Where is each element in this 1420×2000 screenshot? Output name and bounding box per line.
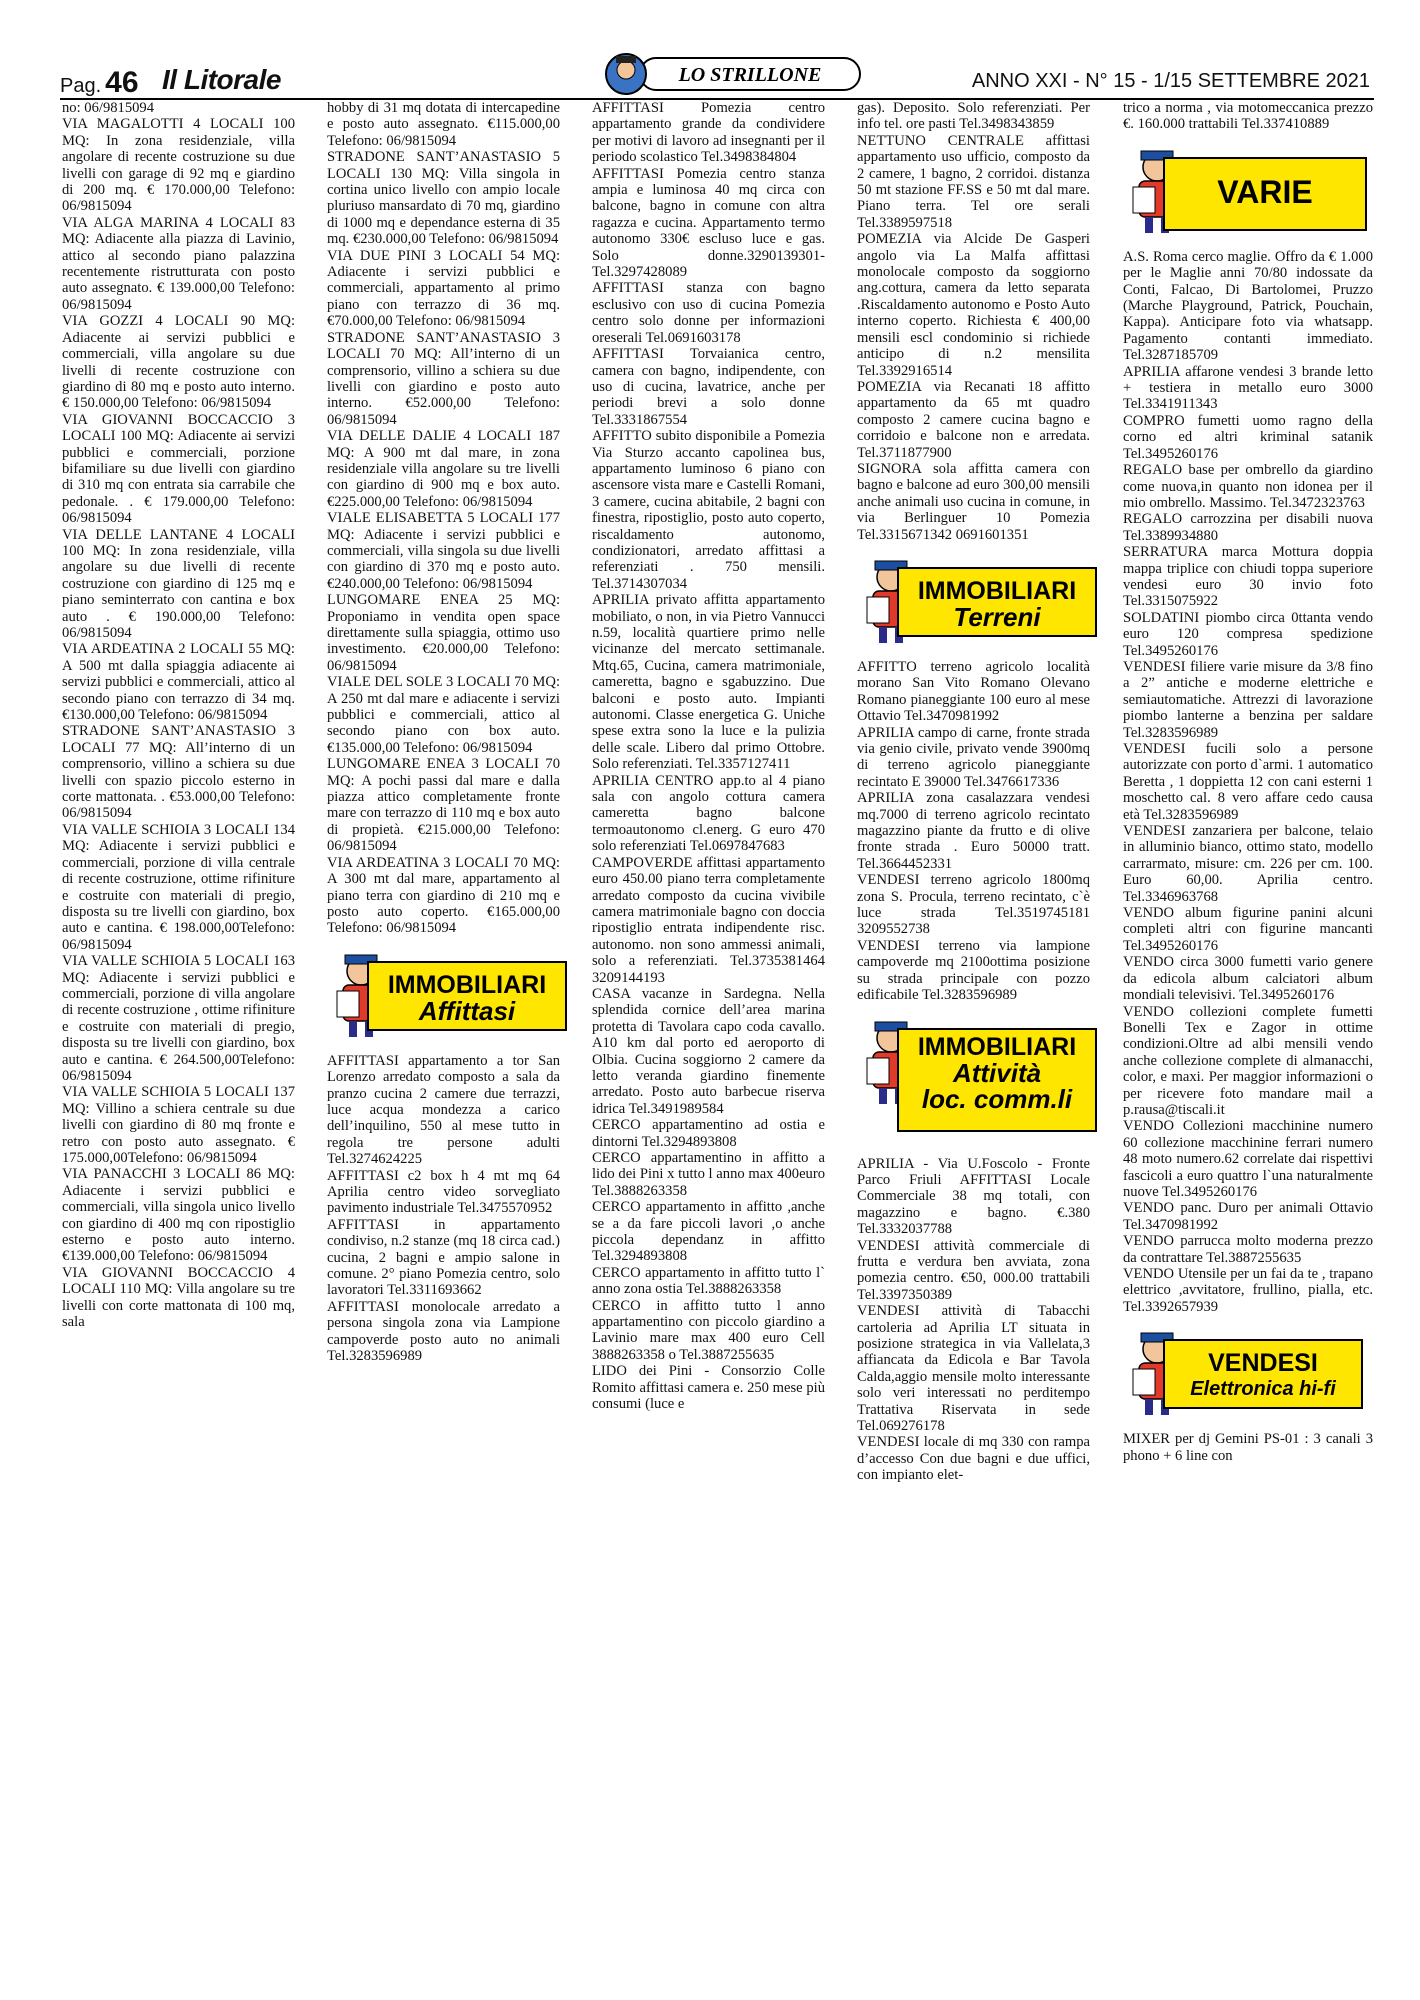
ad-item: STRADONE SANT’ANASTASIO 5 LOCALI 130 MQ: Villa singola in cortina unico livello con ampio locale pluriuso mansardato di 70 mq, giardino di 1000 mq e dependance esterna di 35 mq. €230.000,00 Telefono: 06/9815094 bbox=[327, 149, 560, 248]
ad-item: VIA VALLE SCHIOIA 3 LOCALI 134 MQ: Adiacente i servizi pubblici e commerciali, porzione di villa centrale di recente costruzione, ottime rifiniture e costruite con materiali di pregio, disposta su tre livelli con giardino, box auto e cantina. € 198.000,00Telefono: 06/9815094 bbox=[62, 821, 295, 953]
ad-item: CAMPOVERDE affittasi appartamento euro 450.00 piano terra completamente arredato composto da cucina vivibile camera matrimoniale bagno con doccia ripostiglio entrata indipendente risc. autonomo. non sono ammessi animali, solo a referenziati. Tel.3735381464 3209144193 bbox=[592, 854, 825, 986]
ad-item: VENDESI zanzariera per balcone, telaio in alluminio bianco, ottimo stato, modello carrarmato, misure: cm. 226 per cm. 100. Euro 60,00. Aprilia centro. Tel.3346963768 bbox=[1123, 823, 1373, 905]
banner-label: VENDESI Elettronica hi-fi bbox=[1163, 1339, 1363, 1409]
ad-item: VIA GOZZI 4 LOCALI 90 MQ: Adiacente ai servizi pubblici e commerciali, villa angolare su due livelli di recente costruzione con giardino di 80 mq e posto auto interno. € 150.000,00 Telefono: 06/9815094 bbox=[62, 313, 295, 412]
ad-item: AFFITTASI Pomezia centro appartamento grande da condividere per motivi di lavoro ad insegnanti per il periodo scolastico Tel.3498384804 bbox=[592, 100, 825, 166]
ad-item: A.S. Roma cerco maglie. Offro da € 1.000 per le Maglie anni 70/80 indossate da Conti, Falcao, Di Bartolomei, Pruzzo (Marche Playground, Patrick, Pouchain, Kappa). Anticipare foto via whatsapp. Pagamento contanti immediato. Tel.3287185709 bbox=[1123, 248, 1373, 364]
ad-item: VIA ARDEATINA 3 LOCALI 70 MQ: A 300 mt dal mare, appartamento al piano terra con giardino di 210 mq e posto auto coperto. €165.000,00 Telefono: 06/9815094 bbox=[327, 854, 560, 937]
ad-item: VENDESI terreno via lampione campoverde mq 2100ottima posizione su strada principale con pozzo edificabile Tel.3283596989 bbox=[857, 937, 1090, 1004]
ad-item: REGALO carrozzina per disabili nuova Tel.3389934880 bbox=[1123, 511, 1373, 544]
column-4 bbox=[857, 100, 1090, 1484]
ad-item: CERCO in affitto tutto l anno appartamentino con piccolo giardino a Lavinio mare max 400 euro Cell 3888263358 o Tel.3887255635 bbox=[592, 1297, 825, 1363]
column-2 bbox=[327, 100, 560, 1364]
ad-item: AFFITTASI monolocale arredato a persona singola zona via Lampione campoverde posto auto no animali Tel.3283596989 bbox=[327, 1298, 560, 1365]
ad-item: APRILIA CENTRO app.to al 4 piano sala con angolo cottura camera cameretta bagno balcone termoautonomo cl.energ. G euro 470 solo referenziati Tel.0697847683 bbox=[592, 772, 825, 855]
ad-item: REGALO base per ombrello da giardino come nuova,in quanto non idonea per il mio ombrello. Massimo. Tel.3472323763 bbox=[1123, 462, 1373, 511]
ad-item: VIA ARDEATINA 2 LOCALI 55 MQ: A 500 mt dalla spiaggia adiacente ai servizi pubblici e commerciali, attico al secondo piano con terrazzo di 34 mq. €130.000,00 Telefono: 06/9815094 bbox=[62, 641, 295, 724]
ad-item: COMPRO fumetti uomo ragno della corno ed altri kriminal satanik Tel.3495260176 bbox=[1123, 412, 1373, 462]
newspaper-title: Il Litorale bbox=[162, 64, 281, 95]
ad-item: VIALE DEL SOLE 3 LOCALI 70 MQ: A 250 mt dal mare e adiacente i servizi pubblici e commerciali, attico al secondo piano con box auto. €135.000,00 Telefono: 06/9815094 bbox=[327, 674, 560, 756]
ad-item: VIA GIOVANNI BOCCACCIO 3 LOCALI 100 MQ: Adiacente ai servizi pubblici e commerciali, porzione bifamiliare su due livelli con giardino di 310 mq con entrata sia carrabile che pedonale. . € 179.000,00 Telefono: 06/9815094 bbox=[62, 411, 295, 527]
column-5 bbox=[1123, 100, 1373, 1464]
ad-item: LUNGOMARE ENEA 25 MQ: Proponiamo in vendita open space direttamente sulla spiaggia, ottimo uso investimento. €20.000,00 Telefono: 06/9815094 bbox=[327, 592, 560, 674]
ad-item: NETTUNO CENTRALE affittasi appartamento uso ufficio, composto da 2 camere, 1 bagno, 2 corridoi. distanza 50 mt stazione FF.SS e 50 mt dal mare. Piano terra. Tel ore serali Tel.3389597518 bbox=[857, 132, 1090, 231]
ad-item: CERCO appartamentino in affitto a lido dei Pini x tutto l anno max 400euro Tel.3888263358 bbox=[592, 1150, 825, 1199]
ad-item: LIDO dei Pini - Consorzio Colle Romito affittasi camera e. 250 mese più consumi (luce e bbox=[592, 1363, 825, 1413]
ad-item: MIXER per dj Gemini PS-01 : 3 canali 3 phono + 6 line con bbox=[1123, 1431, 1373, 1464]
ad-item: CERCO appartamento in affitto tutto l` anno zona ostia Tel.3888263358 bbox=[592, 1264, 825, 1298]
ad-item: SOLDATINI piombo circa 0ttanta vendo euro 120 compresa spedizione Tel.3495260176 bbox=[1123, 609, 1373, 659]
ad-item: VIA DELLE DALIE 4 LOCALI 187 MQ: A 900 mt dal mare, in zona residenziale villa angolare su tre livelli con giardino di 900 mq e box auto. €225.000,00 Telefono: 06/9815094 bbox=[327, 428, 560, 510]
ad-item: VIA VALLE SCHIOIA 5 LOCALI 137 MQ: Villino a schiera centrale su due livelli con giardino di 80 mq fronte e retro con posto auto assegnato. € 175.000,00Telefono: 06/9815094 bbox=[62, 1084, 295, 1166]
ad-item: STRADONE SANT’ANASTASIO 3 LOCALI 77 MQ: All’interno di un comprensorio, villino a schiera su due livelli con spazio piccolo esterno in corte mattonata. . €53.000,00 Telefono: 06/9815094 bbox=[62, 723, 295, 822]
ad-item: trico a norma , via motomeccanica prezzo €. 160.000 trattabili Tel.337410889 bbox=[1123, 100, 1373, 133]
ad-item: AFFITTASI Pomezia centro stanza ampia e luminosa 40 mq circa con balcone, bagno in comune con altra ragazza e cucina. Appartamento termo autonomo 330€ escluso luce e gas. Solo donne.3290139301-Tel.3297428089 bbox=[592, 165, 825, 281]
ad-item: AFFITTASI c2 box h 4 mt mq 64 Aprilia centro video sorvegliato pavimento industriale Tel.3475570952 bbox=[327, 1167, 560, 1217]
page-header bbox=[60, 64, 1374, 100]
ad-item: VIA DUE PINI 3 LOCALI 54 MQ: Adiacente i servizi pubblici e commerciali, appartamento al primo piano con terrazzo di 36 mq. €70.000,00 Telefono: 06/9815094 bbox=[327, 247, 560, 330]
section-banner-attivita bbox=[857, 1018, 1090, 1138]
ad-item: no: 06/9815094 bbox=[62, 100, 155, 116]
ad-item: VIA PANACCHI 3 LOCALI 86 MQ: Adiacente i servizi pubblici e commerciali, villa singola unico livello con giardino di 400 mq con ripostiglio esterno e posto auto interno. €139.000,00 Telefono: 06/9815094 bbox=[62, 1166, 295, 1265]
issue-info: ANNO XXI - N° 15 - 1/15 SETTEMBRE 2021 bbox=[971, 70, 1370, 92]
column-3 bbox=[592, 100, 825, 1413]
ad-item: VIA GIOVANNI BOCCACCIO 4 LOCALI 110 MQ: Villa angolare su tre livelli con corte mattonata di 100 mq, sala bbox=[62, 1264, 295, 1331]
ad-item: VENDESI filiere varie misure da 3/8 fino a 2” antiche e moderne elettriche e semiautomatiche. Attrezzi di lavorazione piombo lanterne a benzina per saldare Tel.3283596989 bbox=[1123, 658, 1373, 741]
ad-item: VENDESI fucili solo a persone autorizzate con porto d`armi. 1 automatico Beretta , 1 doppietta 12 con cani esterni 1 moschetto cal. 8 vero affare cedo causa età Tel.3283596989 bbox=[1123, 741, 1373, 823]
ad-item: VENDO Utensile per un fai da te , trapano elettrico ,avvitatore, frullino, pialla, etc. Tel.3392657939 bbox=[1123, 1266, 1373, 1315]
ad-item: AFFITTASI appartamento a tor San Lorenzo arredato composto a sala da pranzo cucina 2 camere due terrazzi, luce acqua mondezza a carico dell’inquilino, 550 al mese tutto in regola tre persone adulti Tel.3274624225 bbox=[327, 1052, 560, 1168]
ad-item: VIA DELLE LANTANE 4 LOCALI 100 MQ: In zona residenziale, villa angolare su due livelli di recente costruzione con giardino di 125 mq e piano seminterrato con cantina e box auto . € 190.000,00 Telefono: 06/9815094 bbox=[62, 526, 295, 641]
ad-item: APRILIA privato affitta appartamento mobiliato, o non, in via Pietro Vannucci n.59, località quartiere primo nelle vicinanze del mercato settimanale. Mtq.65, Cucina, camera matrimoniale, cameretta, bagno e sgabuzzino. Due balconi e posto auto. Impianti autonomi. Classe energetica G. Uniche spese extra sono la luce e la pulizia delle scale. Libero dal primo Ottobre. Solo referenziati. Tel.3357127411 bbox=[592, 592, 825, 773]
ad-item: VENDO panc. Duro per animali Ottavio Tel.3470981992 bbox=[1123, 1200, 1373, 1233]
svg-text:LO STRILLONE: LO STRILLONE bbox=[678, 64, 822, 86]
ad-item: CERCO appartamento in affitto ,anche se a da fare piccoli lavori ,o anche piccola dependanz in affitto Tel.3294893808 bbox=[592, 1199, 825, 1265]
column-1 bbox=[62, 100, 295, 1330]
section-banner-affittasi bbox=[327, 951, 560, 1035]
ad-item: APRILIA - Via U.Foscolo - Fronte Parco Friuli AFFITTASI Locale Commerciale 38 mq totali, con magazzino e bagno. €.380 Tel.3332037788 bbox=[857, 1155, 1090, 1238]
ad-item: VIA MAGALOTTI 4 LOCALI 100 MQ: In zona residenziale, villa angolare di recente costruzione su due livelli con garage di 92 mq e giardino di 200 mq. € 170.000,00 Telefono: 06/9815094 bbox=[62, 116, 295, 215]
ad-item: VENDESI terreno agricolo 1800mq zona S. Procula, terreno recintato, c`è luce strada Tel.3519745181 3209552738 bbox=[857, 872, 1090, 938]
ad-item: VENDESI locale di mq 330 con rampa d’accesso Con due bagni e due uffici, con impianto elet- bbox=[857, 1434, 1090, 1484]
ad-item: APRILIA zona casalazzara vendesi mq.7000 di terreno agricolo recintato magazzino piante da frutto e di olive fronte strada . Euro 50000 tratt. Tel.3664452331 bbox=[857, 790, 1090, 872]
ad-item: VENDO parrucca molto moderna prezzo da contrattare Tel.3887255635 bbox=[1123, 1233, 1373, 1266]
ad-item: AFFITTASI Torvaianica centro, camera con bagno, indipendente, con uso di cucina, lavatrice, anche per periodi brevi a solo donne Tel.3331867554 bbox=[592, 346, 825, 428]
ad-item: APRILIA affarone vendesi 3 brande letto + testiera in metallo euro 3000 Tel.3341911343 bbox=[1123, 363, 1373, 413]
ad-item: AFFITTASI stanza con bagno esclusivo con uso di cucina Pomezia centro solo donne per informazioni oreserali Tel.0691603178 bbox=[592, 280, 825, 346]
banner-label: IMMOBILIARI Attività loc. comm.li bbox=[897, 1028, 1097, 1132]
section-banner-varie bbox=[1123, 147, 1373, 231]
ad-item: gas). Deposito. Solo referenziati. Per info tel. ore pasti Tel.3498343859 bbox=[857, 100, 1090, 133]
ad-item: VENDO Collezioni macchinine numero 60 collezione macchinine ferrari numero 48 moto numero.62 correlate dai rispettivi fascicoli a euro quattro l`una naturalmente nuove Tel.3495260176 bbox=[1123, 1118, 1373, 1200]
ad-item: AFFITTO subito disponibile a Pomezia Via Sturzo accanto capolinea bus, appartamento luminoso 6 piano con ascensore vista mare e Castelli Romani, 3 camere, cucina abitabile, 2 bagni con finestra, ripostiglio, posto auto coperto, riscaldamento autonomo, condizionatori, arredato affittasi a referenziati . 750 mensili. Tel.3714307034 bbox=[592, 428, 825, 592]
page-number: Pag. 46 bbox=[60, 66, 139, 99]
ad-item: VENDESI attività di Tabacchi cartoleria ad Aprilia LT situata in posizione strategica in via Vallelata,3 affiancata da Edicola e Bar Tavola Calda,aggio mensile molto interessante solo veri interessati no perditempo Trattativa Riservata in sede Tel.069276178 bbox=[857, 1303, 1090, 1434]
ad-item: VIA VALLE SCHIOIA 5 LOCALI 163 MQ: Adiacente i servizi pubblici e commerciali, porzione di villa angolare di recente costruzione , ottime rifiniture e costruite con materiali di pregio, disposta su tre livelli con giardino, box auto e cantina. € 264.500,00Telefono: 06/9815094 bbox=[62, 953, 295, 1084]
ad-item: SERRATURA marca Mottura doppia mappa triplice con chiudi toppa superiore vendesi euro 30 invio foto Tel.3315075922 bbox=[1123, 544, 1373, 610]
ad-item: AFFITTO terreno agricolo località morano San Vito Romano Olevano Romano pianeggiante 100 euro al mese Ottavio Tel.3470981992 bbox=[857, 658, 1090, 725]
section-banner-elettronica bbox=[1123, 1329, 1373, 1413]
ad-item: CASA vacanze in Sardegna. Nella splendida cornice dell’area marina protetta di Tavolara capo coda cavallo. A10 km dal porto ed aeroporto di Olbia. Cucina soggiorno 2 camere da letto veranda giardino finemente arredato. Posto auto barbecue riserva idrica Tel.3491989584 bbox=[592, 985, 825, 1117]
ad-item: VENDESI attività commerciale di frutta e verdura ben avviata, zona pomezia centro. €50, 000.00 trattabili Tel.3397350389 bbox=[857, 1237, 1090, 1303]
ad-item: VENDO collezioni complete fumetti Bonelli Tex e Zagor in ottime condizioni.Oltre ad albi mensili vendo anche collezione complete di almanacchi, color, e maxi. Per maggior informazioni o per ricevere foto mandare mail a p.rausa@tiscali.it bbox=[1123, 1003, 1373, 1118]
ad-item: VIALE ELISABETTA 5 LOCALI 177 MQ: Adiacente i servizi pubblici e commerciali, villa singola su due livelli con giardino di 370 mq e posto auto. €240.000,00 Telefono: 06/9815094 bbox=[327, 510, 560, 592]
ad-item: POMEZIA via Recanati 18 affitto appartamento da 65 mt quadro composto 2 camere cucina bagno e corridoio e balcone non e arredata. Tel.3711877900 bbox=[857, 378, 1090, 461]
ad-item: VENDO album figurine panini alcuni completi altri con figurine mancanti Tel.3495260176 bbox=[1123, 905, 1373, 954]
ad-item: SIGNORA sola affitta camera con bagno e balcone ad euro 300,00 mensili anche animali uso cucina in comune, in via Berlinguer 10 Pomezia Tel.3315671342 0691601351 bbox=[857, 460, 1090, 543]
ad-item: hobby di 31 mq dotata di intercapedine e posto auto assegnato. €115.000,00 Telefono: 06/9815094 bbox=[327, 100, 560, 149]
ad-item: STRADONE SANT’ANASTASIO 3 LOCALI 70 MQ: All’interno di un comprensorio, villino a schiera su due livelli con giardino e posto auto interno. €52.000,00 Telefono: 06/9815094 bbox=[327, 329, 560, 428]
strillone-logo bbox=[600, 52, 870, 96]
ad-item: CERCO appartamentino ad ostia e dintorni Tel.3294893808 bbox=[592, 1117, 825, 1150]
ad-item: POMEZIA via Alcide De Gasperi angolo via La Malfa affittasi monolocale composto da soggiorno ang.cottura, camera da letto separata .Riscaldamento autonomo e Posto Auto interno coperto. Richiesta € 400,00 mensili escl condominio si richiede anticipo di n.2 mensilita Tel.3392916514 bbox=[857, 231, 1090, 379]
ad-item: AFFITTASI in appartamento condiviso, n.2 stanze (mq 18 circa cad.) cucina, 2 bagni e ampio salone in comune. 2° piano Pomezia centro, solo lavoratori Tel.3311693662 bbox=[327, 1216, 560, 1299]
section-banner-terreni bbox=[857, 557, 1090, 641]
ad-item: LUNGOMARE ENEA 3 LOCALI 70 MQ: A pochi passi dal mare e dalla piazza attico completamente fronte mare con terrazzo di 110 mq e box auto di propietà. €215.000,00 Telefono: 06/9815094 bbox=[327, 756, 560, 855]
ad-item: APRILIA campo di carne, fronte strada via genio civile, privato vende 3900mq di terreno agricolo pianeggiante recintato E 39000 Tel.3476617336 bbox=[857, 724, 1090, 790]
banner-label: IMMOBILIARI Terreni bbox=[897, 567, 1097, 637]
banner-label: IMMOBILIARI Affittasi bbox=[367, 961, 567, 1031]
ad-item: VIA ALGA MARINA 4 LOCALI 83 MQ: Adiacente alla piazza di Lavinio, attico al secondo piano palazzina recentemente ristrutturata con posto auto assegnato. € 139.000,00 Telefono: 06/9815094 bbox=[62, 214, 295, 313]
banner-label: VARIE bbox=[1163, 157, 1367, 231]
ad-item: VENDO circa 3000 fumetti vario genere da edicola album calciatori album mondiali televisivi. Tel.3495260176 bbox=[1123, 954, 1373, 1004]
